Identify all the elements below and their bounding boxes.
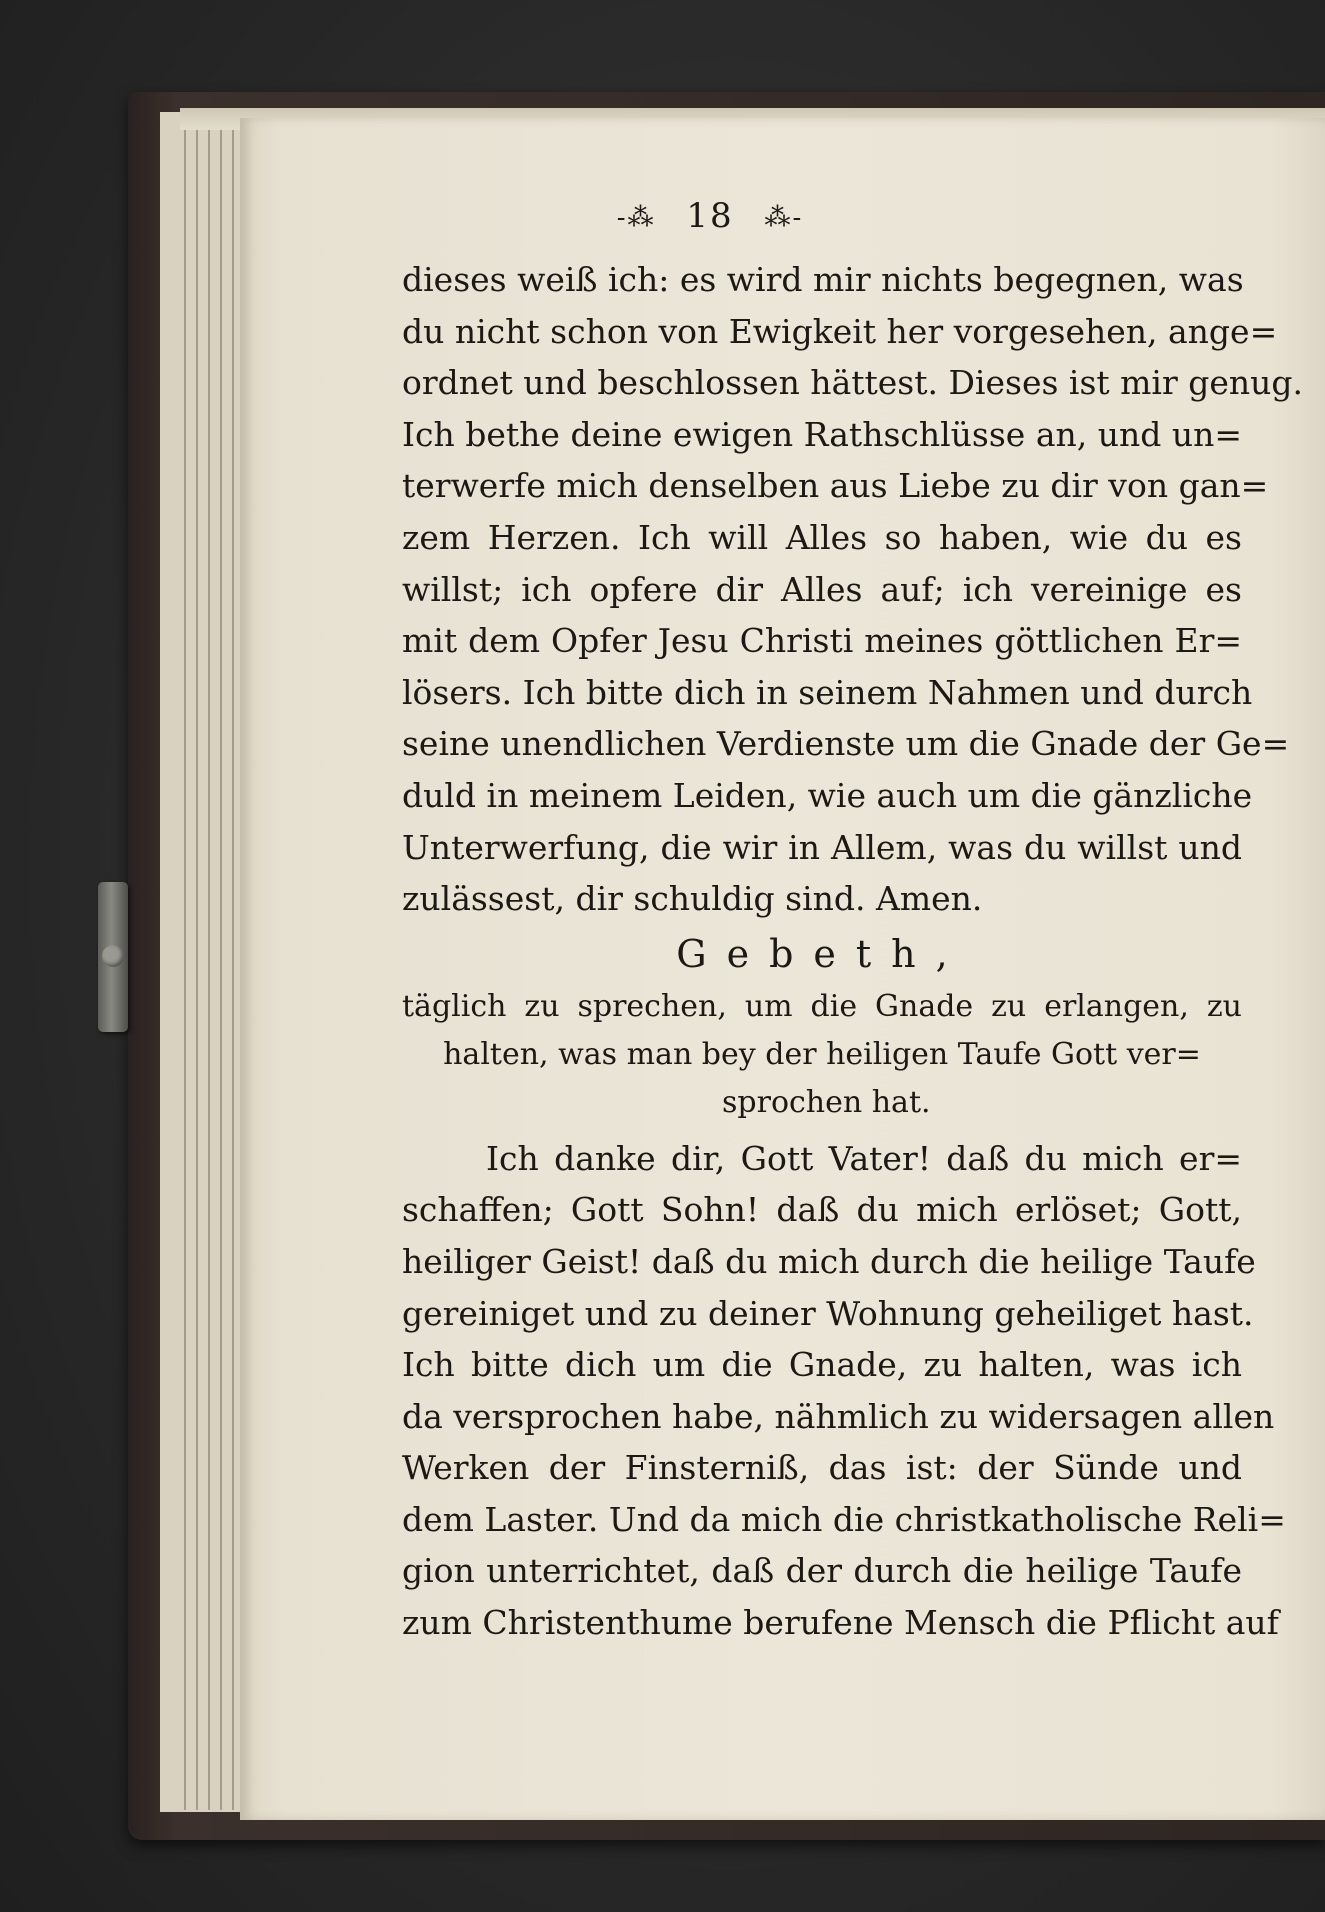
page-edge-line (232, 120, 234, 1810)
text-line: Ich danke dir, Gott Vater! daß du mich er= (486, 1138, 1242, 1178)
text-line: seine unendlichen Verdienste um die Gnade der Ge= (402, 724, 1290, 764)
text-line: dem Laster. Und da mich die christkatholische Reli= (402, 1499, 1286, 1539)
text-line: zem Herzen. Ich will Alles so haben, wie du es (402, 517, 1242, 557)
text-line: duld in meinem Leiden, wie auch um die gänzliche (402, 775, 1253, 815)
text-line: da versprochen habe, nähmlich zu widersagen allen (402, 1396, 1275, 1436)
subtitle-line: täglich zu sprechen, um die Gnade zu erlangen, zu (402, 988, 1242, 1024)
text-line: gereiniget und zu deiner Wohnung geheiliget hast. (402, 1293, 1254, 1333)
page-header (400, 196, 1020, 236)
text-line: Werken der Finsterniß, das ist: der Sünde und (402, 1448, 1242, 1488)
page-edge-line (184, 120, 186, 1810)
text-line: du nicht schon von Ewigkeit her vorgesehen, ange= (402, 311, 1278, 351)
page-text (402, 254, 1304, 1649)
text-line: zum Christenthume berufene Mensch die Pflicht auf (402, 1603, 1279, 1643)
page-edge-line (196, 120, 198, 1810)
page-edge-line (220, 120, 222, 1810)
text-line: schaffen; Gott Sohn! daß du mich erlöset; Gott, (402, 1190, 1242, 1230)
text-line: Unterwerfung, die wir in Allem, was du willst und (402, 827, 1242, 867)
section-title: Gebeth, (676, 931, 968, 976)
text-line: gion unterrichtet, daß der durch die heilige Taufe (402, 1551, 1242, 1591)
text-line: heiliger Geist! daß du mich durch die heilige Taufe (402, 1241, 1256, 1281)
text-line: mit dem Opfer Jesu Christi meines göttlichen Er= (402, 621, 1242, 661)
text-line: willst; ich opfere dir Alles auf; ich vereinige es (402, 569, 1242, 609)
ornament-left-icon: -⁂ (616, 203, 656, 233)
page-edge-line (208, 120, 210, 1810)
subtitle-line: sprochen hat. (722, 1084, 931, 1120)
text-line: ordnet und beschlossen hättest. Dieses ist mir genug. (402, 363, 1304, 403)
text-line: zulässest, dir schuldig sind. Amen. (402, 879, 983, 919)
text-line: dieses weiß ich: es wird mir nichts begegnen, was (402, 260, 1244, 299)
subtitle-line: halten, was man bey der heiligen Taufe Gott ver= (443, 1036, 1201, 1072)
text-line: Ich bethe deine ewigen Rathschlüsse an, und un= (402, 414, 1243, 454)
text-line: Ich bitte dich um die Gnade, zu halten, was ich (402, 1345, 1242, 1385)
text-line: terwerfe mich denselben aus Liebe zu dir von gan= (402, 466, 1269, 506)
clasp-knob (102, 945, 124, 967)
page-number: 18 (686, 196, 734, 236)
text-line: lösers. Ich bitte dich in seinem Nahmen und durch (402, 672, 1253, 712)
ornament-right-icon: ⁂- (764, 203, 804, 233)
